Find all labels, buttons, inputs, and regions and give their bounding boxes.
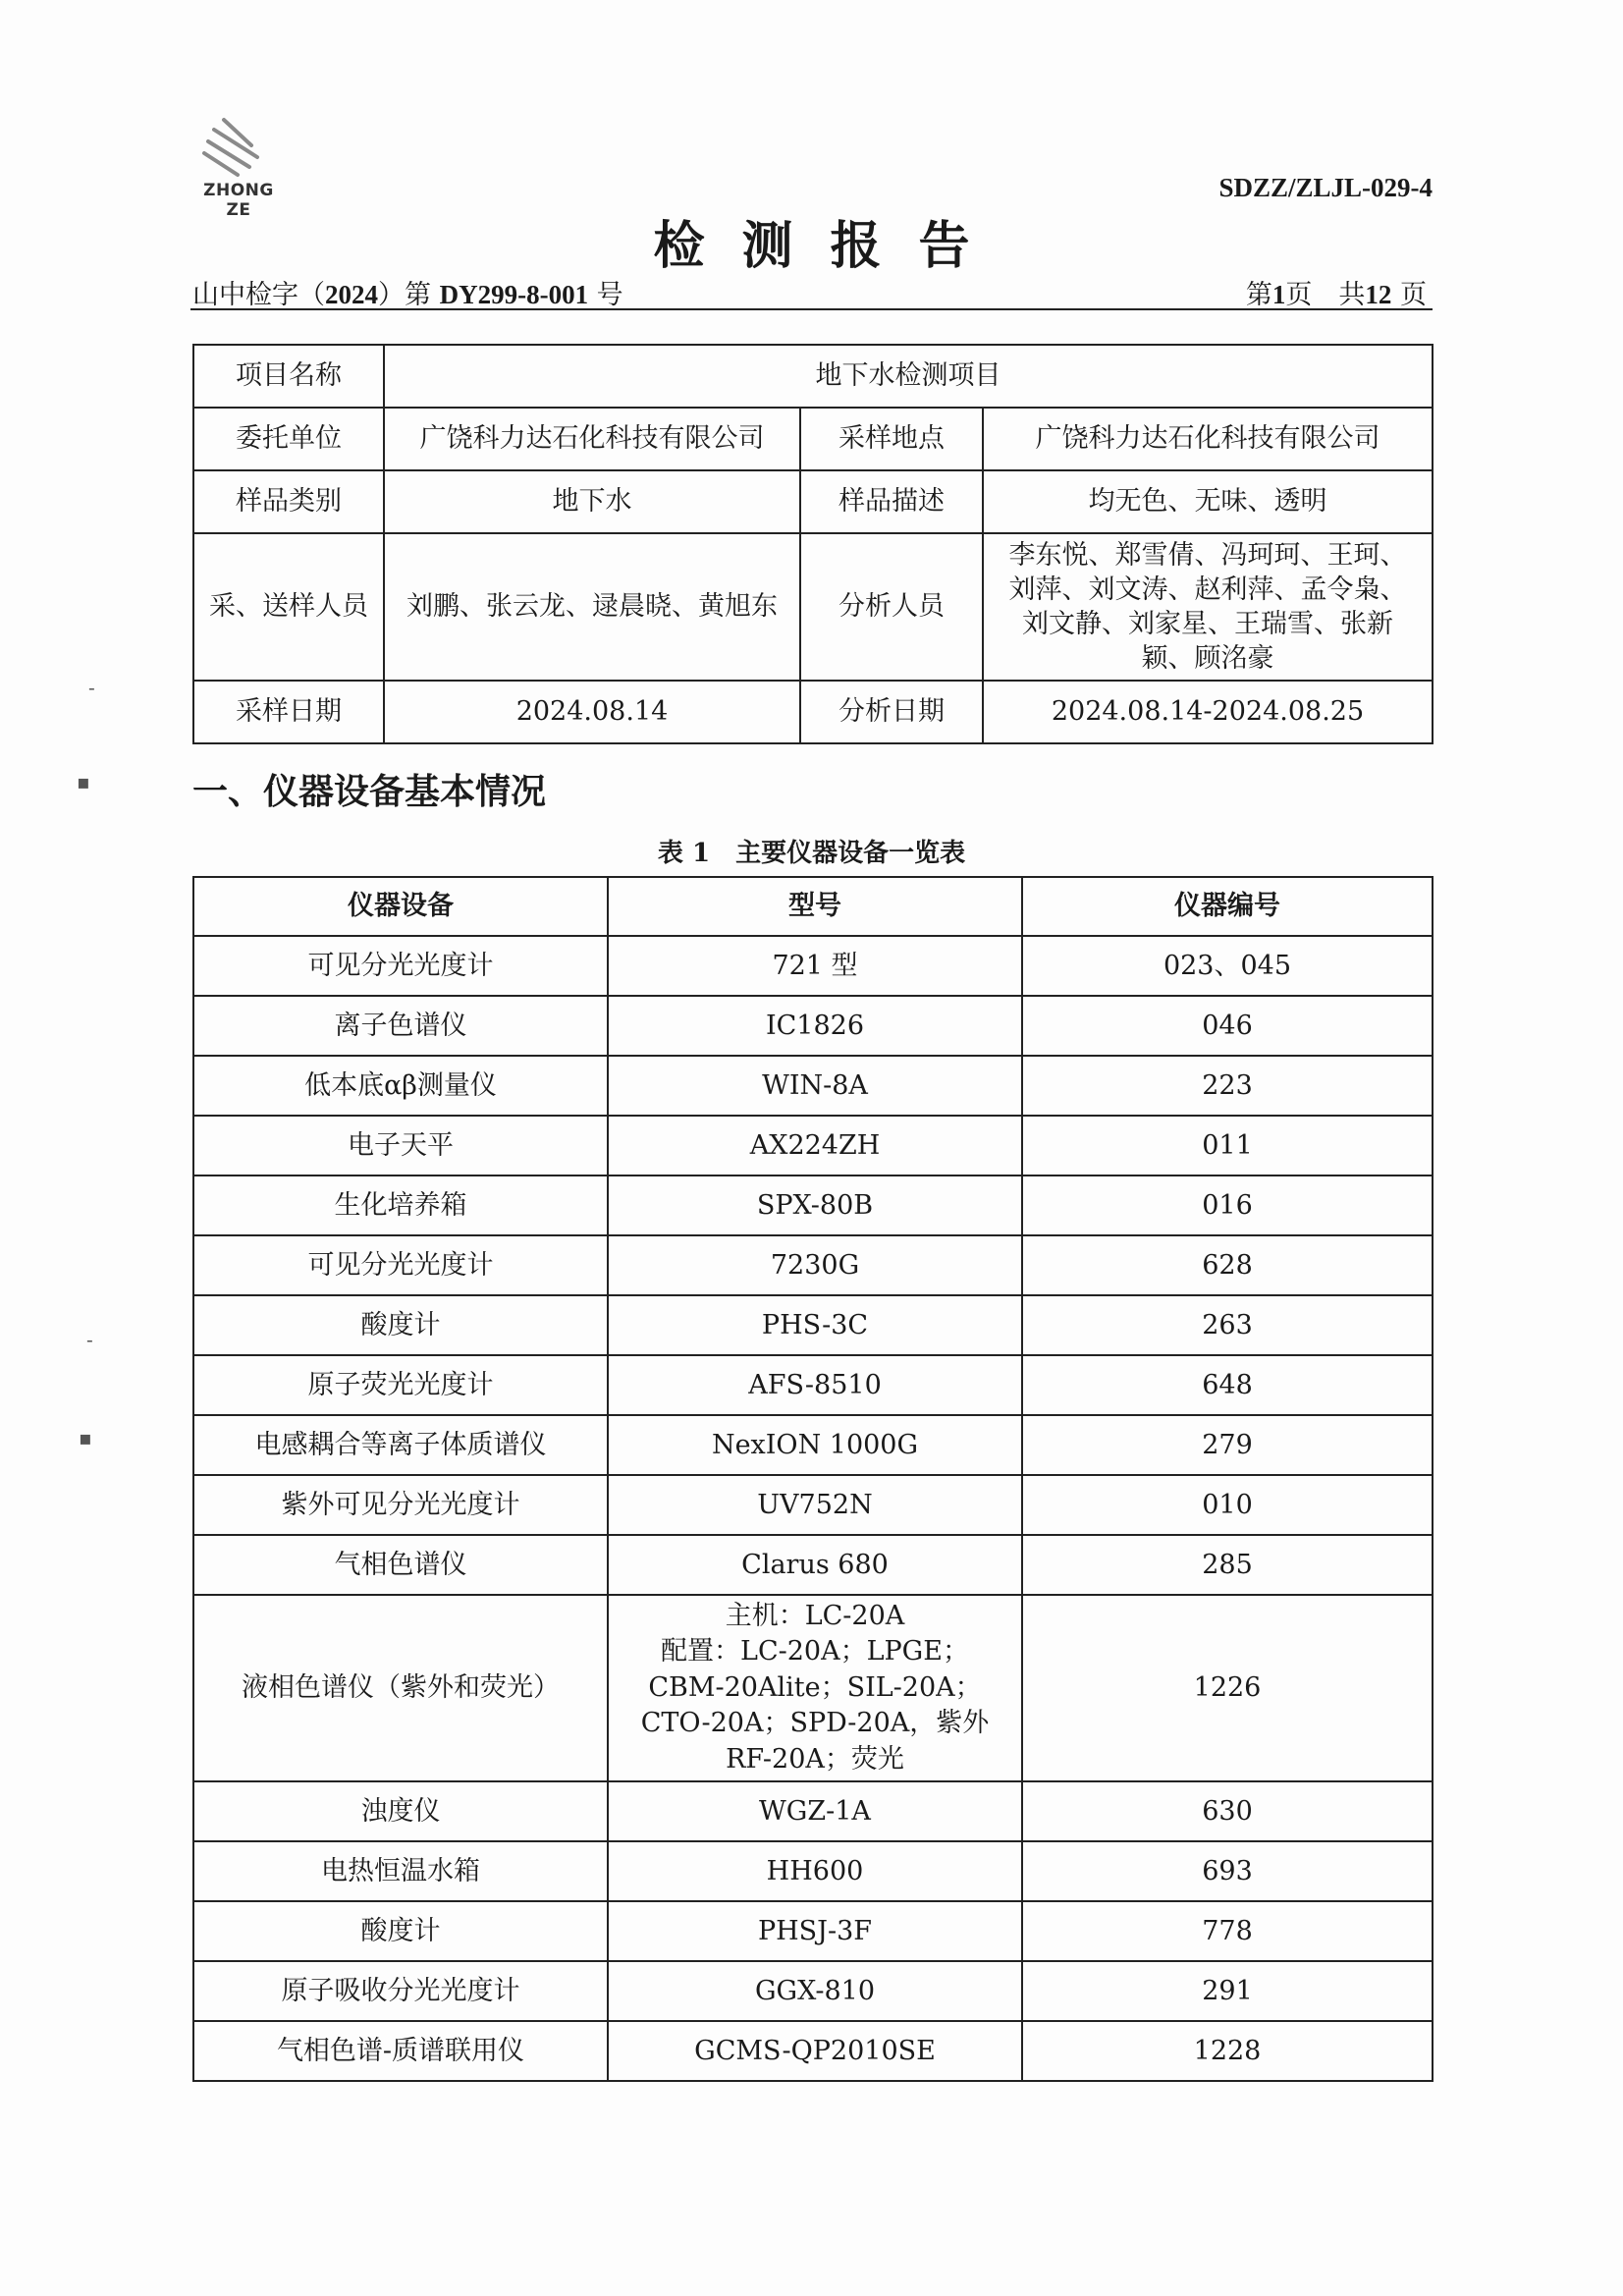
equipment-model: AFS-8510 xyxy=(608,1355,1022,1415)
equipment-row xyxy=(193,1535,1433,1595)
equipment-model: HH600 xyxy=(608,1841,1022,1901)
equipment-model: UV752N xyxy=(608,1475,1022,1535)
client-label: 委托单位 xyxy=(193,408,384,470)
equipment-name: 酸度计 xyxy=(193,1295,608,1355)
equipment-number: 291 xyxy=(1022,1961,1433,2021)
equipment-name: 可见分光光度计 xyxy=(193,936,608,996)
report-title: 检测报告 xyxy=(653,216,1007,276)
equipment-name: 原子吸收分光光度计 xyxy=(193,1961,608,2021)
analysis-date-label: 分析日期 xyxy=(800,681,983,743)
equipment-name: 可见分光光度计 xyxy=(193,1235,608,1295)
equipment-row xyxy=(193,1116,1433,1175)
equipment-number: 010 xyxy=(1022,1475,1433,1535)
equipment-number: 630 xyxy=(1022,1781,1433,1841)
info-table xyxy=(192,344,1434,744)
equipment-name: 电感耦合等离子体质谱仪 xyxy=(193,1415,608,1475)
equipment-number: 1226 xyxy=(1022,1595,1433,1781)
header-instrument-no: 仪器编号 xyxy=(1022,877,1433,936)
equipment-number: 778 xyxy=(1022,1901,1433,1961)
equipment-name: 液相色谱仪（紫外和荧光） xyxy=(193,1595,608,1781)
equipment-name: 原子荧光光度计 xyxy=(193,1355,608,1415)
equipment-row xyxy=(193,1901,1433,1961)
equipment-row xyxy=(193,1841,1433,1901)
equipment-row xyxy=(193,1781,1433,1841)
equipment-number: 016 xyxy=(1022,1175,1433,1235)
equipment-row xyxy=(193,1175,1433,1235)
equipment-model: NexION 1000G xyxy=(608,1415,1022,1475)
equipment-row xyxy=(193,1961,1433,2021)
equipment-number: 223 xyxy=(1022,1056,1433,1116)
page-indicator: 第1页 共12 页 xyxy=(1245,280,1427,310)
header-instrument: 仪器设备 xyxy=(193,877,608,936)
equipment-row xyxy=(193,1415,1433,1475)
equipment-number: 263 xyxy=(1022,1295,1433,1355)
logo-text: ZHONG ZE xyxy=(203,181,274,220)
client-value: 广饶科力达石化科技有限公司 xyxy=(384,408,800,470)
equipment-model: AX224ZH xyxy=(608,1116,1022,1175)
equipment-row xyxy=(193,996,1433,1056)
report-subheader xyxy=(190,269,1433,310)
analysis-date-value: 2024.08.14-2024.08.25 xyxy=(983,681,1433,743)
equipment-name: 低本底αβ测量仪 xyxy=(193,1056,608,1116)
samplers-value: 刘鹏、张云龙、逯晨晓、黄旭东 xyxy=(384,533,800,681)
equipment-number: 279 xyxy=(1022,1415,1433,1475)
equipment-model: SPX-80B xyxy=(608,1175,1022,1235)
site-label: 采样地点 xyxy=(800,408,983,470)
scan-mark: ▪ xyxy=(79,1426,92,1449)
analysts-label: 分析人员 xyxy=(800,533,983,681)
sampling-date-value: 2024.08.14 xyxy=(384,681,800,743)
header-model: 型号 xyxy=(608,877,1022,936)
equipment-number: 046 xyxy=(1022,996,1433,1056)
equipment-number: 628 xyxy=(1022,1235,1433,1295)
sample-desc-value: 均无色、无味、透明 xyxy=(983,470,1433,533)
table-caption: 表 1 主要仪器设备一览表 xyxy=(657,839,966,868)
equipment-number: 011 xyxy=(1022,1116,1433,1175)
equipment-row xyxy=(193,1475,1433,1535)
equipment-model: IC1826 xyxy=(608,996,1022,1056)
scan-mark: - xyxy=(86,1328,93,1351)
equipment-name: 电热恒温水箱 xyxy=(193,1841,608,1901)
equipment-row xyxy=(193,1235,1433,1295)
samplers-label: 采、送样人员 xyxy=(193,533,384,681)
document-code: SDZZ/ZLJL-029-4 xyxy=(1218,173,1433,202)
equipment-row xyxy=(193,1056,1433,1116)
equipment-name: 气相色谱-质谱联用仪 xyxy=(193,2021,608,2081)
equipment-number: 648 xyxy=(1022,1355,1433,1415)
equipment-model: WGZ-1A xyxy=(608,1781,1022,1841)
equipment-model: PHSJ-3F xyxy=(608,1901,1022,1961)
sample-desc-label: 样品描述 xyxy=(800,470,983,533)
section-heading: 一、仪器设备基本情况 xyxy=(192,772,547,812)
scan-mark: ▪ xyxy=(77,770,90,793)
equipment-name: 离子色谱仪 xyxy=(193,996,608,1056)
analysts-value: 李东悦、郑雪倩、冯珂珂、王珂、刘萍、刘文涛、赵利萍、孟令枭、刘文静、刘家星、王瑞雪、张新颖、顾洺豪 xyxy=(983,533,1433,681)
sample-type-value: 地下水 xyxy=(384,470,800,533)
equipment-name: 电子天平 xyxy=(193,1116,608,1175)
equipment-row xyxy=(193,1595,1433,1781)
sample-type-label: 样品类别 xyxy=(193,470,384,533)
company-logo xyxy=(194,116,283,220)
equipment-name: 酸度计 xyxy=(193,1901,608,1961)
project-value: 地下水检测项目 xyxy=(384,345,1433,408)
equipment-name: 气相色谱仪 xyxy=(193,1535,608,1595)
equipment-row xyxy=(193,1295,1433,1355)
equipment-row xyxy=(193,1355,1433,1415)
equipment-name: 浊度仪 xyxy=(193,1781,608,1841)
equipment-header-row xyxy=(193,877,1433,936)
equipment-model: GCMS-QP2010SE xyxy=(608,2021,1022,2081)
equipment-model: 721 型 xyxy=(608,936,1022,996)
equipment-model: GGX-810 xyxy=(608,1961,1022,2021)
site-value: 广饶科力达石化科技有限公司 xyxy=(983,408,1433,470)
equipment-table xyxy=(192,876,1434,2082)
equipment-model: WIN-8A xyxy=(608,1056,1022,1116)
sampling-date-label: 采样日期 xyxy=(193,681,384,743)
equipment-number: 023、045 xyxy=(1022,936,1433,996)
equipment-row xyxy=(193,2021,1433,2081)
equipment-row xyxy=(193,936,1433,996)
logo-stripes-icon xyxy=(194,116,283,185)
equipment-number: 285 xyxy=(1022,1535,1433,1595)
equipment-number: 693 xyxy=(1022,1841,1433,1901)
equipment-name: 紫外可见分光光度计 xyxy=(193,1475,608,1535)
equipment-model: PHS-3C xyxy=(608,1295,1022,1355)
equipment-name: 生化培养箱 xyxy=(193,1175,608,1235)
project-label: 项目名称 xyxy=(193,345,384,408)
equipment-model: Clarus 680 xyxy=(608,1535,1022,1595)
equipment-model: 主机：LC-20A 配置：LC-20A；LPGE； CBM-20Alite；SIL-20A； CTO-20A；SPD-20A，紫外 RF-20A；荧光 xyxy=(608,1595,1022,1781)
equipment-model: 7230G xyxy=(608,1235,1022,1295)
report-number: 山中检字（2024）第 DY299-8-001 号 xyxy=(192,280,623,310)
scan-mark: - xyxy=(88,676,95,699)
equipment-number: 1228 xyxy=(1022,2021,1433,2081)
